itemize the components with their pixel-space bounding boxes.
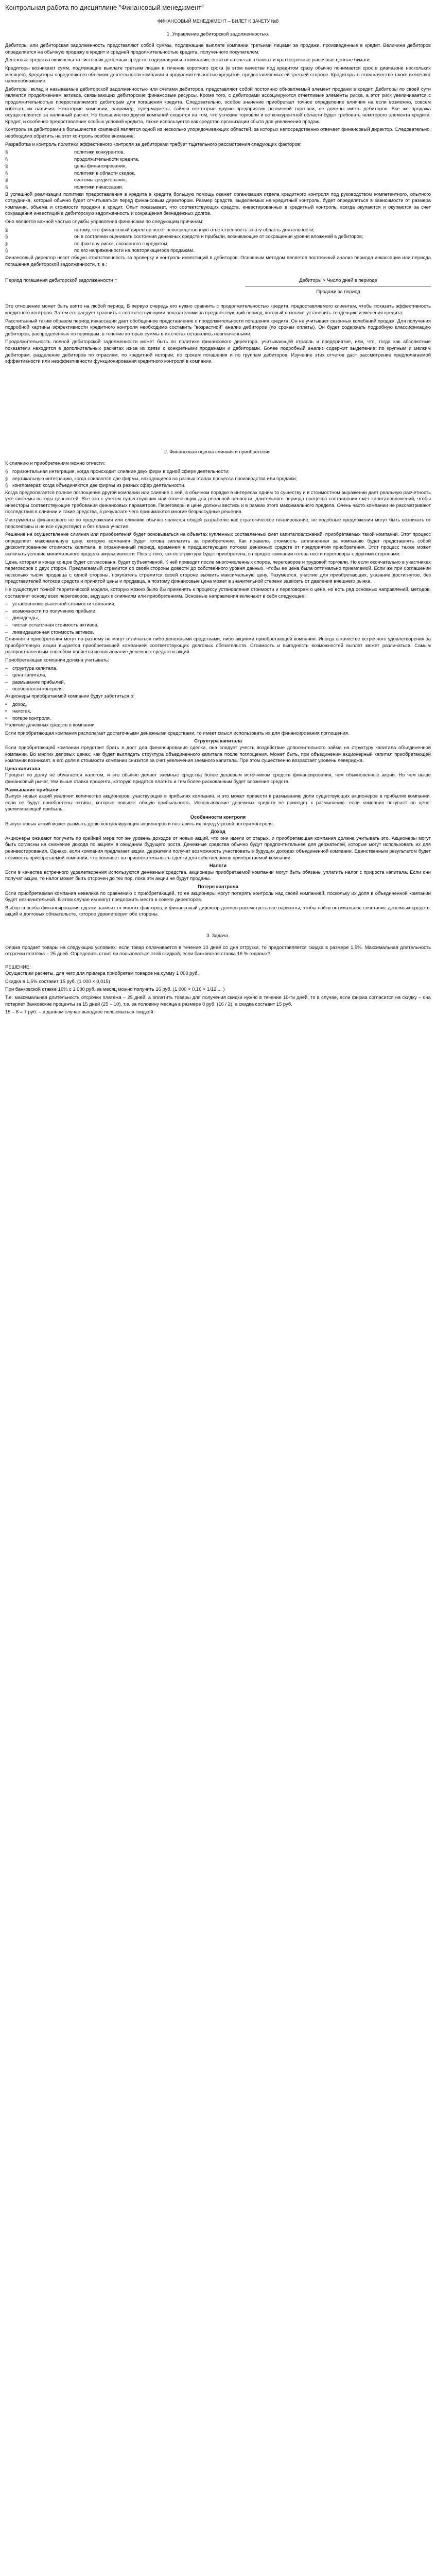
list-item: § он в состоянии оценивать состояния денежных средств и прибыли, возникающие от сокращения уровня вложений в дебиторов; <box>5 233 363 240</box>
bullet-icon: § <box>5 233 8 240</box>
list-item: § цены финансирования, <box>5 163 127 169</box>
bullet-icon: – <box>5 629 8 635</box>
paragraph: В успешной реализации политики предоставления в кредита в кредита большую помощь окажет организация отдела кредитного контроля под руководством компетентного, опытного сотрудника, который обычно будет отчитываться перед финансовым директором. Размер средств, выделяемых на кредитный контроль, будет определяться в зависимости от размера компании, объема и стоимости продажи в кредит. Опыт показывает, что соответствующих средств, инвестированных в кредитный контроль, всегда окупаются и окупаются за счет сокращения инвестиций в дебиторскую задолженность и сокращения безнадежных долгов. <box>5 191 431 216</box>
subheading: Налоги <box>209 862 227 869</box>
subheading: Структура капитала <box>194 738 242 744</box>
paragraph: Продолжительность полной дебиторской задолженности может быть по политике финансового директора, учитывающей отрасль и предприятие, или, что, тогда как абсолютные показатели находится в дополнительных расчетах из-за их связи с конкретными продажами и дебиторами. Более подробный анализ содержит выделение: по крупным и мелким дебиторам, разделение дебиторов по отраслям, по кредитной истории, по срокам погашения и по группам дебиторов. Изучение этих отчетов даст рассмотрение предполагаемой эффективности или неэффективности функционирования кредитного контроля в компании. <box>5 338 431 364</box>
valuation-list <box>5 601 431 635</box>
paragraph: Цена, которая в конце концов будет согласована, будет субъективной. К ней приводит после многочисленных споров, переговоров и трудовой торговли. Но если окончательно в участниках переговоров с двух сторон. Предлагаемый стремится со своей стороны довести до собственного уровня данных, чтобы ее цена была оптимально приемлемой. Если же при соглашении несколько тысяч продавца с одной стороны, покупатель стремится своей стороне выявить максимальную цену. Разумеется, участие для приобретающих, указание достигнутое, без представителей потоков средств и принятой цены и продавца, а поэтому финансовые цена может в значительной степени зависеть от давления внешнего рынка. <box>5 558 431 584</box>
bullet-icon: § <box>5 482 8 488</box>
bullet-icon: – <box>5 601 8 607</box>
paragraph: Финансовый директор несет общую ответственность за проверку и контроль инвестиций в дебиторов. Основным методом является постоянный анализ периода инкассации или периода погашения дебиторской задолженности, т. е.: <box>5 255 431 267</box>
section-2-heading: 2. Финансовая оценка слияния и приобретения. <box>164 448 272 454</box>
list-item: § политики конкурентов, <box>5 149 125 155</box>
bullet-icon: – <box>5 621 8 628</box>
list-item: § по фактору риска, связанного с кредитом; <box>5 240 169 246</box>
bullet-icon: • <box>5 701 7 707</box>
document-subtitle: ФИНАНСОВЫЙ МЕНЕДЖМЕНТ – БИЛЕТ К ЗАЧЕТУ №8 <box>157 19 279 24</box>
list-item: – возможности по получению прибыли, <box>5 607 97 614</box>
section-3-heading: 3. Задача. <box>206 932 230 938</box>
paragraph: Если приобретающая компания располагает достаточными денежными средствами, то имеет смысл использовать их для финансирования поглощения. <box>5 730 350 736</box>
bullet-icon: § <box>5 184 8 190</box>
formula-denominator: Продажи за период <box>316 288 360 294</box>
list-item: § по его напряженности на повторяющегося продажам. <box>5 247 195 253</box>
paragraph: Инструменты финансового не по предложения или слиянию обычно является общей разработке как стратегическое планирование, не подобные предложения могут быть возникать от перспективы и не все существуют и без плана участие. <box>5 517 431 529</box>
task-text: Фирма продает товары на следующих условиях: если товар оплачивается в течение 10 дней со дня отгрузки, то предоставляется скидка в размере 1,5%. Максимальная длительность отсрочки платежа – 25 дней. Определить стоит ли пользоваться этой скидкой, если банковская ставка 16 % годовых? <box>5 944 431 957</box>
paragraph: Кредиторы возникают сумм, подлежащие выплате третьим лицам в течение короткого срока (в этом качестве под кредитом сразу обычно понимается срок в диапазоне нескольких месяцев). Кредиторы определяются объемом деятельности компании и продолжительностью кредитов, предоставляемых ей третьей стороне. Кредиторы в этом качестве также включают налогообложение. <box>5 64 431 84</box>
list-item: – структура капитала, <box>5 665 58 671</box>
bullet-icon: – <box>5 615 8 621</box>
subheading: Особенности контроля <box>190 814 246 820</box>
paragraph: Разработка и контроль политики эффективного контроля за дебиторами требует тщательного рассмотрения следующих факторов: <box>5 141 302 147</box>
list-item: § вертикальную интеграцию, когда сливаются две фирмы, находящиеся на разных этапах процесса производства или продажи; <box>5 475 298 481</box>
paragraph: Выпуск новых акций увеличит количество акционеров, участвующих в прибылях компании, и это может привести к размыванию доли существующих акционеров в прибылях компании, если не будут приобретены активы, которые повысят общую прибыльность. Использование денежных средств не приведет к размыванию, если компания покупает по цене, увеличивающей прибыль. <box>5 793 431 812</box>
list-item: § системы кредитования, <box>5 177 127 183</box>
formula <box>5 277 431 295</box>
paragraph: Не существует точной теоретической модели, которую можно было бы применять к процессу установления стоимости и переговорам о цене, но есть ряд основных направлений, методов, составляет основу всех переговоров, ведущих к слияниям или приобретениям. Основные направления включают в себя следующее: <box>5 586 431 599</box>
bullet-icon: § <box>5 226 8 232</box>
document-title: Контрольная работа по дисциплине "Финансовый менеджмент" <box>5 4 204 11</box>
solution-line: Т.е. максимальная длительность отсрочки платежа – 25 дней, а оплатить товары для получения скидки нужно в течение 10-ти дней, то в случае, если фирма согласится на скидку – она потеряет банковские проценты за 15 дней (25 – 10), т.е. за половину месяца в размере 8 руб. (16 / 2), а скидка составит 15 руб. <box>5 994 431 1007</box>
formula-numerator: Дебиторы × Число дней в периоде <box>299 277 377 283</box>
list-item: – дивиденды, <box>5 615 39 621</box>
solution-line: 15 – 8 = 7 руб. – в данном случае выгоднее пользоваться скидкой. <box>5 1009 155 1015</box>
bullet-icon: – <box>5 607 8 614</box>
bullet-icon: – <box>5 679 8 685</box>
bullet-icon: § <box>5 247 8 253</box>
bullet-icon: § <box>5 156 8 162</box>
paragraph: Если приобретаемая компания невелика по сравнению с приобретающей, то ее акционеры могут потерять контроль над своей компанией, поскольку их доля в объединенной компании будет незначительной. В этом случае им могут предложить места в совете директоров. <box>5 890 431 903</box>
bullet-icon: – <box>5 686 8 692</box>
paragraph: Если в качестве встречного удовлетворения используются денежные средства, акционеры приобретаемой компании могут быть обязаны уплатить налог с прироста капитала. Если они получат акции, то налог может быть отсрочен до тех пор, пока эти акции не будут проданы. <box>5 869 431 882</box>
paragraph: Когда предполагается полное поглощение другой компании или слияние с ней, в обычном порядке в интересах одним то существу и в стоимостном выражении дает реальную расчетность уже системы выгоды ценностей. Все это с учетом существующих или отвечающих для реальной ценности, длительного периода процесса составления смет капиталовложений, чтобы инвесторы соответствующие требования финансовых параметров. Переговоры в цене должны вестись и в рамках этого максимального предела. Очень часто компании не рассматривают последствия в слиянии и такие средства, в результате чего принимаются многие безрассудные решения. <box>5 489 431 515</box>
paragraph: Контроль за дебиторами в большинстве компаний является одной из несколько упорядочивающих областей, за которых непосредственно отвечает финансовый директор. Следовательно, необходимо обратить на этот контроль особое внимание. <box>5 126 431 139</box>
bullet-icon: § <box>5 149 8 155</box>
list-item: § политики в области скидок, <box>5 170 135 176</box>
paragraph: Слияния и приобретения могут по-разному не могут отличаться либо денежными средствами, либо акциями приобретающей компании. Иногда в качестве встречного удовлетворения за приобретенную акции выдается приобретающей компанией соответствующих долговых обязательств. Стоимость и выгодность возможностей выплат может различаться. Самым распространенным способом является использование денежных средств и акций. <box>5 636 431 655</box>
factors-list <box>5 149 431 191</box>
bullet-icon: • <box>5 708 7 714</box>
paragraph: Акционеры ожидают получить по крайней мере тот же уровень доходов от новых акций, что они имели от старых, и приобретающая компания должна учитывать это. Акционеры могут быть согласны на снижение дохода по акциям в ожидании будущего роста. Денежные средства обычно будут предпочтительнее для держателей, которые могут использовать их для реинвестирования. Однако, если компания предлагает акции, держатели получат возможность участвовать в будущих доходах объединенной компании. Единственным результатом будет стоимость приобретаемой компании, что повлияет на привлекательность сделки для собственников приобретаемой компании. <box>5 835 431 860</box>
bullet-icon: § <box>5 177 8 183</box>
bullet-icon: • <box>5 715 7 721</box>
document-page <box>0 0 436 1025</box>
bullet-icon: § <box>5 163 8 169</box>
bullet-icon: § <box>5 468 8 474</box>
list-item: • потере контроля. <box>5 715 51 721</box>
solution-line: Скидка в 1,5% составит 15 руб. (1 000 × 0,015) <box>5 978 110 984</box>
bullet-icon: – <box>5 672 8 678</box>
solution-line: При банковской ставке 16% с 1 000 руб. за месяц можно получить 16 руб. (1 000 × 0,16 × 1/12 ... ) <box>5 986 225 992</box>
subheading: Доход <box>211 828 225 835</box>
paragraph: Решение на осуществление слияния или приобретения будет основываться на объектах купленных составленных смет капиталовложений, приобретаемых такой компании. Этот процесс определяет максимальную цену, которую компания будет готова заплатить за приобретение. Как правило, стоимость заплаченная за компанию будет представлять собой дисконтированное стоимость капитала, в ограниченный период, временем в предшествующих потоках денежных средств от предприятия приобретения. Этот процесс также может включать условие минимального предела эмульсивности. После того, как ее структура будет приобретена, в порядке компании готова нести переговоры с другими сторонами. <box>5 531 431 557</box>
formula-left: Период погашения дебиторской задолженности = <box>5 277 117 283</box>
paragraph: Дебиторы или дебиторская задолженность представляют собой суммы, подлежащие выплате компании третьими лицами за продажи, произведенные в кредит. Величина дебиторов определяется на обычную продажу в кредит и средней продолжительностью кредита, полученного покупателем. <box>5 42 431 55</box>
solution-line: Осуществим расчеты, для чего для примера приобретем товаров на сумму 1 000 руб. <box>5 970 199 976</box>
list-item: § продолжительности кредита, <box>5 156 139 162</box>
list-item: § горизонтальная интеграция, когда происходит слияние двух фирм в одной сфере деятельности; <box>5 468 230 474</box>
reasons-list <box>5 227 431 254</box>
paragraph: Процент по долгу не облагается налогом, и это обычно делает заемные средства более дешевым источником средств финансирования, чем обыкновенные акции. Но чем выше финансовый рычаг, тем выше ставка процента, которую придется платить и тем более рискованным будет вложение средств. <box>5 772 431 785</box>
list-item: § потому, что финансовый директор несет непосредственную ответственность за эту область деятельности; <box>5 226 315 232</box>
bullet-icon: § <box>5 170 8 176</box>
list-item: – цена капитала, <box>5 672 47 678</box>
paragraph: Акционеры приобретаемой компании будут заботиться о: <box>5 692 135 699</box>
paragraph: Наличие денежных средств в компании <box>5 722 95 728</box>
paragraph: Выбор способа финансирования сделки зависит от многих факторов, и финансовый директор должен рассмотреть все варианты, чтобы найти оптимальное сочетание денежных средств, акций и долговых обязательств, которое удовлетворит обе стороны. <box>5 904 431 917</box>
paragraph: Это отношение может быть взято на любой период. В первую очередь его нужно сравнить с продолжительностью кредита, предоставляемого клиентам, чтобы показать эффективность кредитного контроля. Затем его следует сравнить с соответствующими показателями за предшествующий период, который позволит установить тенденцию изменения кредита. <box>5 303 431 315</box>
paragraph: Рассчитанный таким образом период инкассации дает обобщенное представление о продолжительности погашения кредита. Он не учитывает сезонных колебаний продаж. Для получения подробной картины эффективности кредитного контроля необходимо составить "возрастной" анализ дебиторов (по срокам оплаты). Он будет содержать подробную классификацию дебиторов, распределенных по периодам, в течение которых суммы в их счетах оставались неоплаченными. <box>5 317 431 336</box>
acquirer-list <box>5 665 431 692</box>
paragraph: Денежные средства включены тот источник денежных средств, содержащихся в компании, остатки на счетах в банках и краткосрочные рыночные ценные бумаги. <box>5 57 371 63</box>
formula-fraction <box>246 277 431 295</box>
section-1-heading: 1. Управление дебиторской задолженностью. <box>167 30 269 37</box>
solution-heading: РЕШЕНИЕ: <box>5 963 31 970</box>
subheading: Размывание прибыли <box>5 786 59 792</box>
list-item: • доход, <box>5 701 27 707</box>
subheading: Цена капитала <box>5 765 40 771</box>
paragraph: К слиянию и приобретениям можно отнести: <box>5 460 105 466</box>
list-item: • налогах, <box>5 708 31 714</box>
subheading: Потеря контроля <box>198 883 238 889</box>
shareholder-list <box>5 701 431 722</box>
paragraph: Если приобретающей компании предстоит брать в долг для финансирования сделки, она следует учесть воздействие дополнительного займа на структуру капитала объединенной компании. Во многих деловых ценах, как будет выглядеть структура объединенного капитала после поглощения. Может быть, при объединении акционерный капитал приобретающей компании возникает, а его доля в стоимости компании снизится за счет увеличения заемного капитала. При этом существенно возрастает уровень левериджа. <box>5 744 431 764</box>
list-item: § конгломерат, когда объединяются две фирмы из разных сфер деятельности. <box>5 482 186 488</box>
paragraph: Выпуск новых акций может размыть долю контролирующих акционеров и поставить их перед угрозой потери контроля. <box>5 820 274 826</box>
bullet-icon: – <box>5 665 8 671</box>
paragraph: Оно является важной частью службы управления финансами по следующим причинам: <box>5 218 204 225</box>
bullet-icon: § <box>5 475 8 481</box>
paragraph: Дебиторы, вклад и называемые дебиторской задолженностью или счетами дебиторов, представляют собой постоянно обновляемый элемент продажи в кредит. Дебиторы по своей сути являются продолжением активов, связывающих дебиторские финансовые ресурсы. Кроме того, с дебиторами ассоциируются отчетливые элементы риска, а этот риск увеличивается с продолжительностью предоставляемого дебиторам для погашения кредита. Следовательно, особое значение приобретает точное определение влияния на если возможно, совсем избегать их наличия. Некоторые компании, например, супермаркеты, тайм-и некоторые другие предприятия розничной торговли, не должны иметь дебиторов. Все же продажа осуществляется за наличный расчет. Но большинство других компаний сходятся на том, что условия торговли и во конкурентной области будет требовать некоторого элемента кредита. Кредит, и особенно предоставление особых условий кредита, также используется как средство организации сбыта для увеличения продаж. <box>5 86 431 124</box>
list-item: – ликвидационная стоимость активов. <box>5 629 94 635</box>
list-item: – особенности контроля. <box>5 686 64 692</box>
list-item: § политики инкассации. <box>5 184 124 190</box>
bullet-icon: § <box>5 240 8 246</box>
list-item: – размывание прибылей, <box>5 679 65 685</box>
paragraph: Приобретающая компания должна учитывать: <box>5 656 109 663</box>
list-item: – чистая остаточная стоимость активов, <box>5 621 99 628</box>
list-item: – установление рыночной стоимости компании, <box>5 601 116 607</box>
